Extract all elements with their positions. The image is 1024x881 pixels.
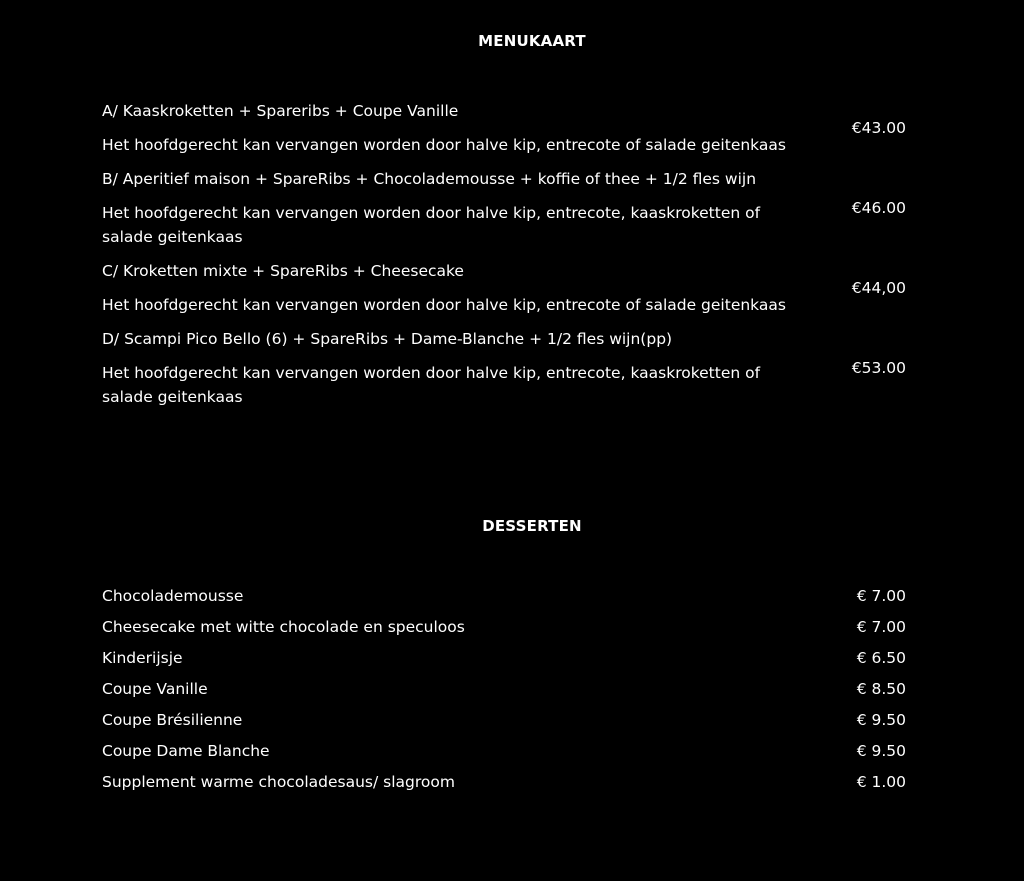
menu-item-title: D/ Scampi Pico Bello (6) + SpareRibs + Dame-Blanche + 1/2 fles wijn(pp) [102,330,673,348]
menu-item-description: Het hoofdgerecht kan vervangen worden door halve kip, entrecote, kaaskroketten of salade geitenkaas [102,364,761,406]
dessert-name: Kinderijsje [102,649,183,667]
dessert-price: € 9.50 [856,711,906,729]
dessert-name: Cheesecake met witte chocolade en speculoos [102,618,465,636]
desserten-title: DESSERTEN [482,517,582,535]
menu-item-price: €43.00 [851,119,906,137]
menu-item-price: €44,00 [851,279,906,297]
dessert-list [102,584,906,801]
dessert-row [102,739,906,770]
dessert-name: Supplement warme chocoladesaus/ slagroom [102,773,455,791]
menu-item-title: C/ Kroketten mixte + SpareRibs + Cheesecake [102,262,464,280]
dessert-row [102,646,906,677]
menu-item-description: Het hoofdgerecht kan vervangen worden door halve kip, entrecote of salade geitenkaas [102,136,786,154]
dessert-name: Coupe Dame Blanche [102,742,270,760]
dessert-price: € 8.50 [856,680,906,698]
menu-item-title: A/ Kaaskroketten + Spareribs + Coupe Vanille [102,102,459,120]
dessert-price: € 1.00 [856,773,906,791]
menu-item-description: Het hoofdgerecht kan vervangen worden door halve kip, entrecote, kaaskroketten of salade geitenkaas [102,204,761,246]
dessert-row [102,708,906,739]
menu-item-text [102,167,807,249]
menu-item-price: €53.00 [851,359,906,377]
dessert-row [102,584,906,615]
menu-item-text [102,259,807,317]
dessert-name: Chocolademousse [102,587,244,605]
dessert-price: € 6.50 [856,649,906,667]
menu-item-text [102,327,807,409]
menu-item-title: B/ Aperitief maison + SpareRibs + Chocolademousse + koffie of thee + 1/2 fles wijn [102,170,757,188]
menu-item-price: €46.00 [851,199,906,217]
dessert-price: € 7.00 [856,587,906,605]
dessert-name: Coupe Vanille [102,680,208,698]
dessert-row [102,770,906,801]
menu-item-text [102,99,807,157]
dessert-row [102,615,906,646]
dessert-price: € 9.50 [856,742,906,760]
dessert-price: € 7.00 [856,618,906,636]
dessert-row [102,677,906,708]
menu-item-description: Het hoofdgerecht kan vervangen worden door halve kip, entrecote of salade geitenkaas [102,296,786,314]
dessert-name: Coupe Brésilienne [102,711,243,729]
menukaart-title: MENUKAART [478,32,586,50]
